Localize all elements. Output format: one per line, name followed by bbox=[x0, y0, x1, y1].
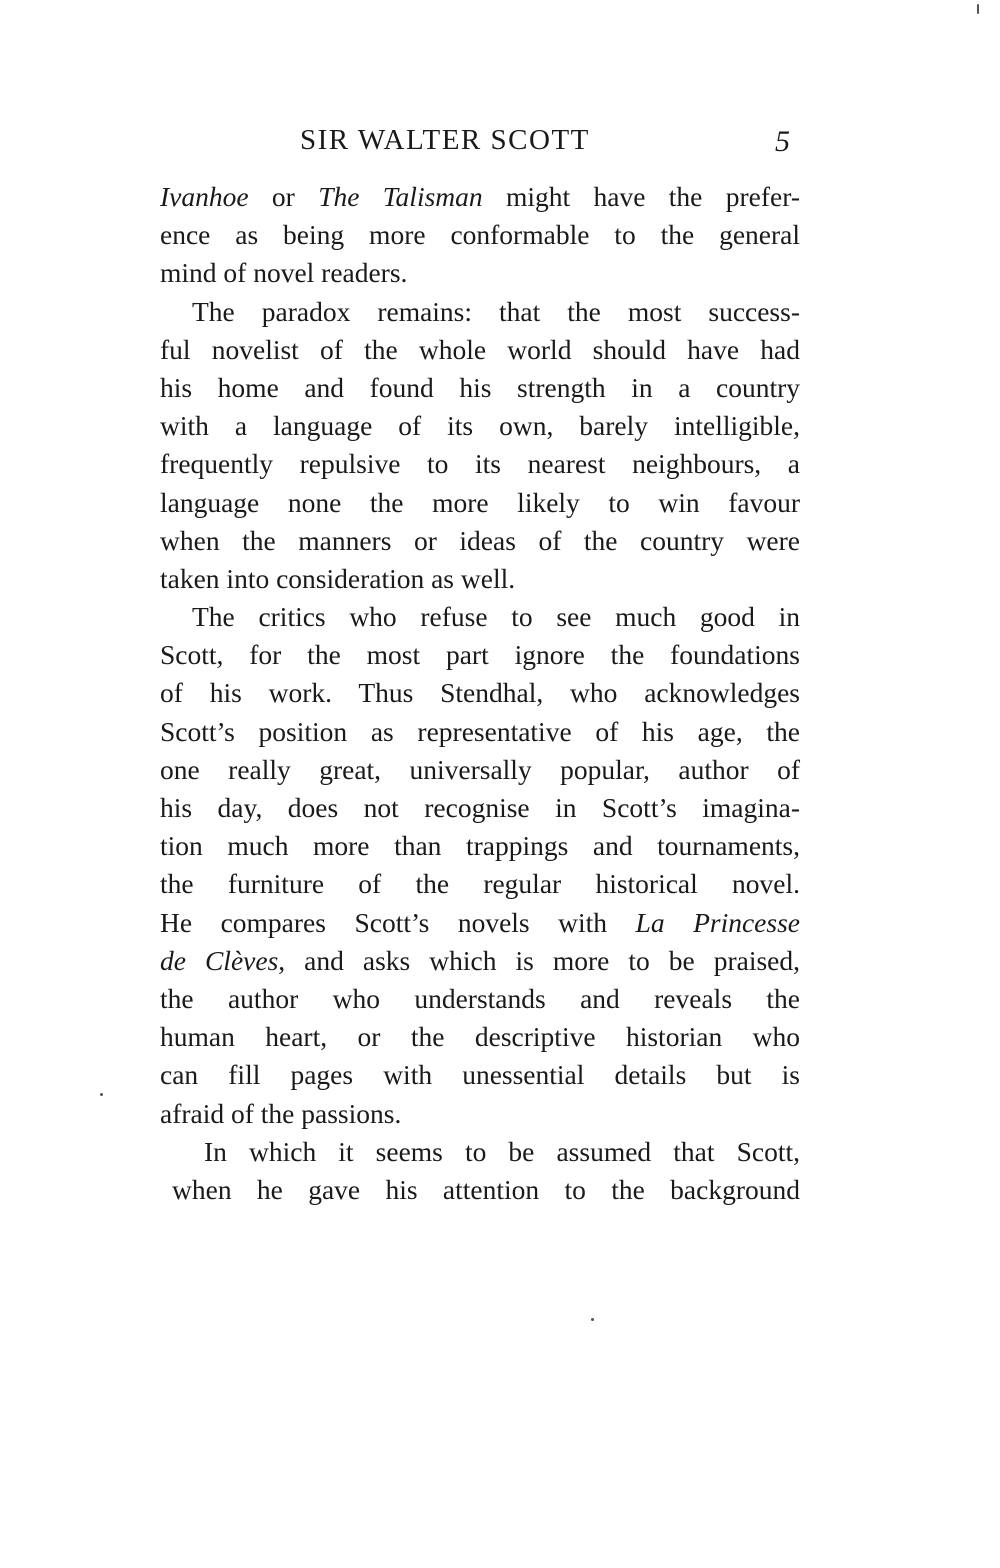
running-head-title: SIR WALTER SCOTT bbox=[300, 124, 590, 156]
text-line bbox=[160, 216, 800, 254]
text-line bbox=[160, 674, 800, 712]
text-segment: The paradox remains: that the most success- bbox=[192, 295, 800, 327]
scan-speck bbox=[977, 4, 979, 14]
text-line bbox=[160, 1056, 800, 1094]
paragraph bbox=[160, 1133, 800, 1209]
text-segment: of his work. Thus Stendhal, who acknowledges bbox=[160, 677, 800, 709]
italic-title: La Princesse bbox=[635, 906, 800, 938]
text-segment: , and asks which is more to be praised, bbox=[278, 944, 800, 976]
text-line bbox=[160, 1018, 800, 1056]
text-line bbox=[160, 636, 800, 674]
text-segment: Scott, for the most part ignore the foundations bbox=[160, 639, 800, 671]
italic-title: de Clèves bbox=[160, 944, 279, 976]
text-segment: might have the prefer- bbox=[482, 181, 800, 212]
text-segment: The critics who refuse to see much good in bbox=[192, 601, 800, 633]
text-segment: Scott’s position as representative of his age, the bbox=[160, 715, 800, 747]
text-segment: language none the more likely to win favour bbox=[160, 486, 800, 518]
italic-title: Ivanhoe bbox=[160, 181, 249, 212]
text-line bbox=[160, 178, 800, 216]
text-line bbox=[160, 254, 800, 292]
paragraph bbox=[160, 598, 800, 1133]
text-segment: ful novelist of the whole world should have had bbox=[160, 333, 800, 365]
text-line bbox=[160, 369, 800, 407]
text-segment: with a language of its own, barely intelligible, bbox=[160, 410, 800, 442]
text-segment: his home and found his strength in a country bbox=[160, 371, 800, 403]
paragraph bbox=[160, 178, 800, 293]
text-line bbox=[160, 942, 800, 980]
text-line bbox=[160, 1095, 800, 1133]
text-line bbox=[160, 904, 800, 942]
text-line bbox=[160, 407, 800, 445]
scan-speck bbox=[591, 1318, 594, 1321]
text-segment: his day, does not recognise in Scott’s imagina- bbox=[160, 792, 800, 823]
text-line bbox=[160, 293, 800, 331]
text-line bbox=[160, 445, 800, 483]
paragraph bbox=[160, 293, 800, 599]
text-segment: afraid of the passions. bbox=[160, 1097, 402, 1129]
text-segment: human heart, or the descriptive historian who bbox=[160, 1021, 800, 1053]
text-line bbox=[160, 751, 800, 789]
text-segment: when the manners or ideas of the country were bbox=[160, 524, 800, 556]
text-line bbox=[160, 484, 800, 522]
text-segment: one really great, universally popular, author of bbox=[160, 753, 800, 785]
text-line bbox=[160, 560, 800, 598]
text-segment: taken into consideration as well. bbox=[160, 562, 516, 594]
text-line bbox=[160, 1133, 800, 1171]
text-segment: the author who understands and reveals the bbox=[160, 982, 800, 1014]
text-line bbox=[160, 789, 800, 827]
text-segment: ence as being more conformable to the general bbox=[160, 219, 800, 251]
text-segment: In which it seems to be assumed that Scott, bbox=[204, 1135, 800, 1167]
text-line bbox=[160, 865, 800, 903]
text-line bbox=[160, 522, 800, 560]
text-line bbox=[160, 598, 800, 636]
text-segment: can fill pages with unessential details but is bbox=[160, 1059, 800, 1091]
text-segment: when he gave his attention to the background bbox=[172, 1173, 800, 1205]
text-segment: the furniture of the regular historical novel. bbox=[160, 868, 800, 900]
text-line bbox=[160, 980, 800, 1018]
body-text bbox=[160, 178, 800, 1209]
scan-speck bbox=[100, 1093, 103, 1096]
text-segment: mind of novel readers. bbox=[160, 257, 408, 289]
text-line bbox=[160, 331, 800, 369]
text-segment: tion much more than trappings and tournaments, bbox=[160, 830, 800, 862]
text-segment: frequently repulsive to its nearest neighbours, a bbox=[160, 448, 800, 480]
text-segment: or bbox=[248, 181, 319, 212]
text-segment: He compares Scott’s novels with bbox=[160, 906, 636, 938]
italic-title: The Talisman bbox=[318, 181, 483, 212]
text-line bbox=[160, 827, 800, 865]
running-head bbox=[160, 118, 800, 162]
text-line bbox=[160, 1171, 800, 1209]
text-line bbox=[160, 713, 800, 751]
page-number: 5 bbox=[775, 125, 790, 158]
